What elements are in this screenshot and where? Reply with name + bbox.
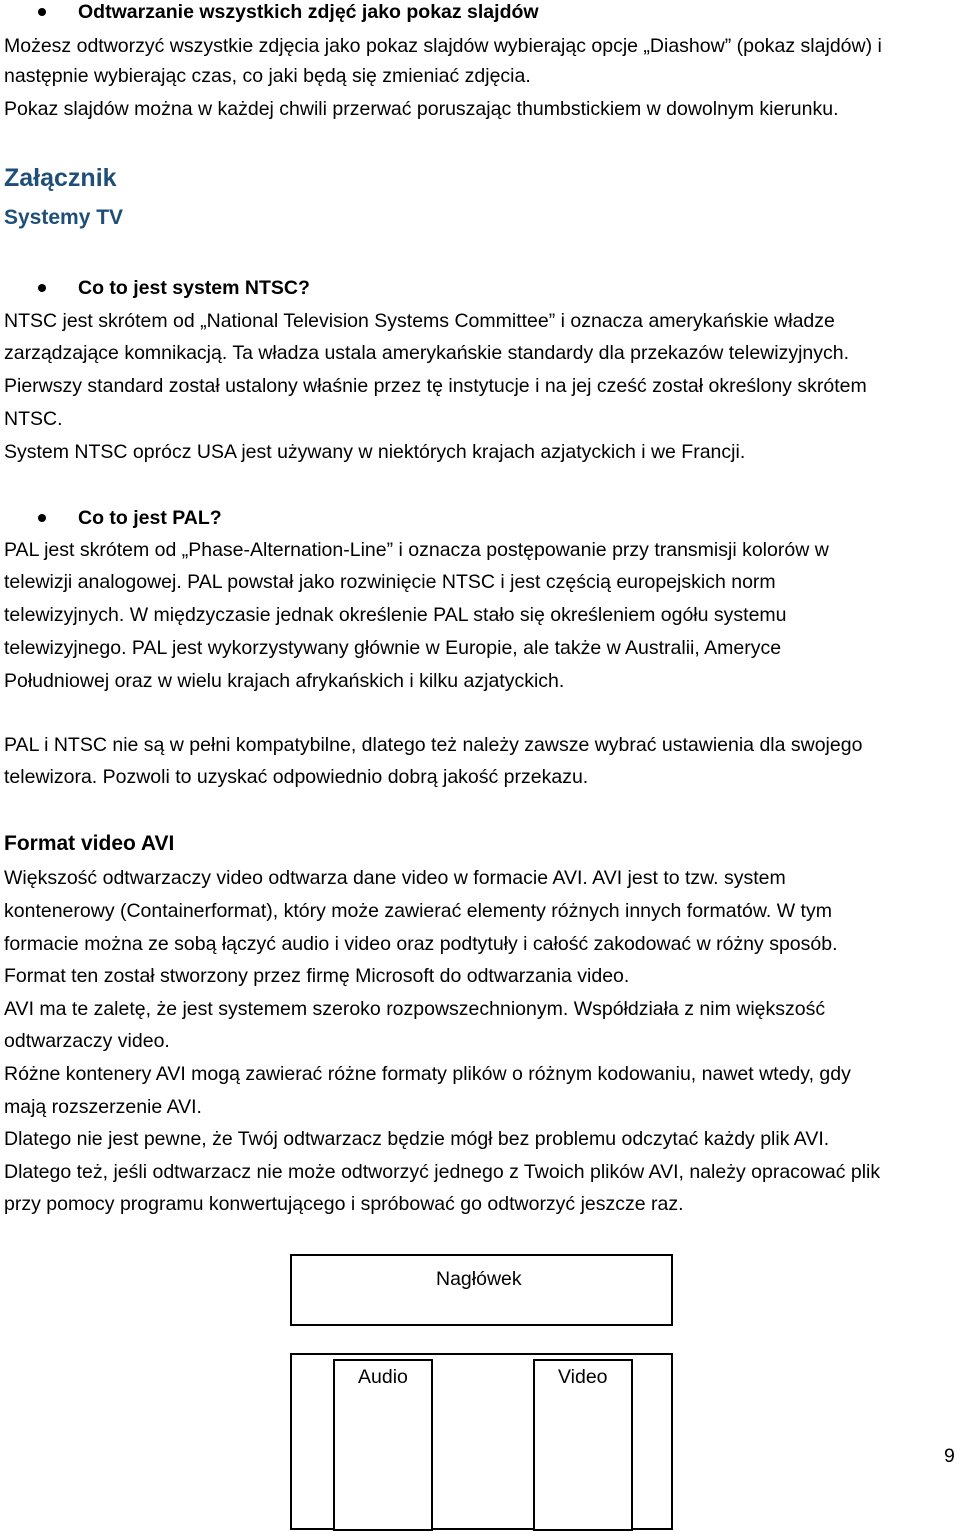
ntsc-line-1: NTSC jest skrótem od „National Television Systems Committee” i oznacza amerykańskie władze: [4, 310, 835, 332]
bullet-icon: [38, 514, 46, 522]
appendix-subtitle: Systemy TV: [4, 206, 124, 229]
pal-line-2: telewizji analogowej. PAL powstał jako rozwinięcie NTSC i jest częścią europejskich norm: [4, 571, 776, 593]
diagram-video-label: Video: [558, 1366, 608, 1388]
avi-line-9: Dlatego nie jest pewne, że Twój odtwarzacz będzie mógł bez problemu odczytać każdy plik AVI.: [4, 1128, 830, 1150]
slideshow-line-3: Pokaz slajdów można w każdej chwili przerwać poruszając thumbstickiem w dowolnym kierunku.: [4, 98, 839, 120]
appendix-title: Załącznik: [4, 164, 117, 192]
avi-line-6: odtwarzaczy video.: [4, 1030, 170, 1052]
ntsc-line-4: NTSC.: [4, 408, 63, 430]
avi-line-11: przy pomocy programu konwertującego i spróbować go odtworzyć jeszcze raz.: [4, 1193, 684, 1215]
page-number: 9: [944, 1445, 955, 1467]
ntsc-line-3: Pierwszy standard został ustalony właśnie przez tę instytucje i na jej cześć został określony skrótem: [4, 375, 867, 397]
avi-line-10: Dlatego też, jeśli odtwarzacz nie może odtworzyć jednego z Twoich plików AVI, należy opracować plik: [4, 1161, 881, 1183]
slideshow-line-2: następnie wybierając czas, co jaki będą się zmieniać zdjęcia.: [4, 65, 531, 87]
compat-line-1: PAL i NTSC nie są w pełni kompatybilne, dlatego też należy zawsze wybrać ustawienia dla swojego: [4, 734, 863, 756]
avi-line-3: formacie można ze sobą łączyć audio i video oraz podtytuły i całość zakodować w różny sposób.: [4, 933, 838, 955]
pal-heading: Co to jest PAL?: [78, 507, 222, 529]
bullet-icon: [38, 8, 46, 16]
slideshow-heading: Odtwarzanie wszystkich zdjęć jako pokaz slajdów: [78, 1, 539, 23]
bullet-icon: [38, 284, 46, 292]
slideshow-line-1: Możesz odtworzyć wszystkie zdjęcia jako pokaz slajdów wybierając opcje „Diashow” (pokaz slajdów) i: [4, 35, 882, 57]
avi-heading: Format video AVI: [4, 832, 175, 855]
avi-line-8: mają rozszerzenie AVI.: [4, 1096, 202, 1118]
avi-line-2: kontenerowy (Containerformat), który może zawierać elementy różnych innych formatów. W tym: [4, 900, 832, 922]
avi-line-4: Format ten został stworzony przez firmę Microsoft do odtwarzania video.: [4, 965, 630, 987]
pal-line-1: PAL jest skrótem od „Phase-Alternation-Line” i oznacza postępowanie przy transmisji kolorów w: [4, 539, 829, 561]
ntsc-line-5: System NTSC oprócz USA jest używany w niektórych krajach azjatyckich i we Francji.: [4, 441, 746, 463]
pal-line-5: Południowej oraz w wielu krajach afrykańskich i kilku azjatyckich.: [4, 670, 565, 692]
ntsc-line-2: zarządzające komnikacją. Ta władza ustala amerykańskie standardy dla przekazów telewizyjnych.: [4, 342, 850, 364]
diagram-header-label: Nagłówek: [436, 1268, 522, 1290]
avi-line-5: AVI ma te zaletę, że jest systemem szeroko rozpowszechnionym. Współdziała z nim większość: [4, 998, 826, 1020]
pal-line-4: telewizyjnego. PAL jest wykorzystywany głównie w Europie, ale także w Australii, Ameryce: [4, 637, 782, 659]
ntsc-heading: Co to jest system NTSC?: [78, 277, 310, 299]
diagram-audio-label: Audio: [358, 1366, 408, 1388]
avi-line-7: Różne kontenery AVI mogą zawierać różne formaty plików o różnym kodowaniu, nawet wtedy, gdy: [4, 1063, 851, 1085]
compat-line-2: telewizora. Pozwoli to uzyskać odpowiednio dobrą jakość przekazu.: [4, 766, 589, 788]
pal-line-3: telewizyjnych. W międzyczasie jednak określenie PAL stało się określeniem ogółu systemu: [4, 604, 787, 626]
avi-line-1: Większość odtwarzaczy video odtwarza dane video w formacie AVI. AVI jest to tzw. system: [4, 867, 786, 889]
